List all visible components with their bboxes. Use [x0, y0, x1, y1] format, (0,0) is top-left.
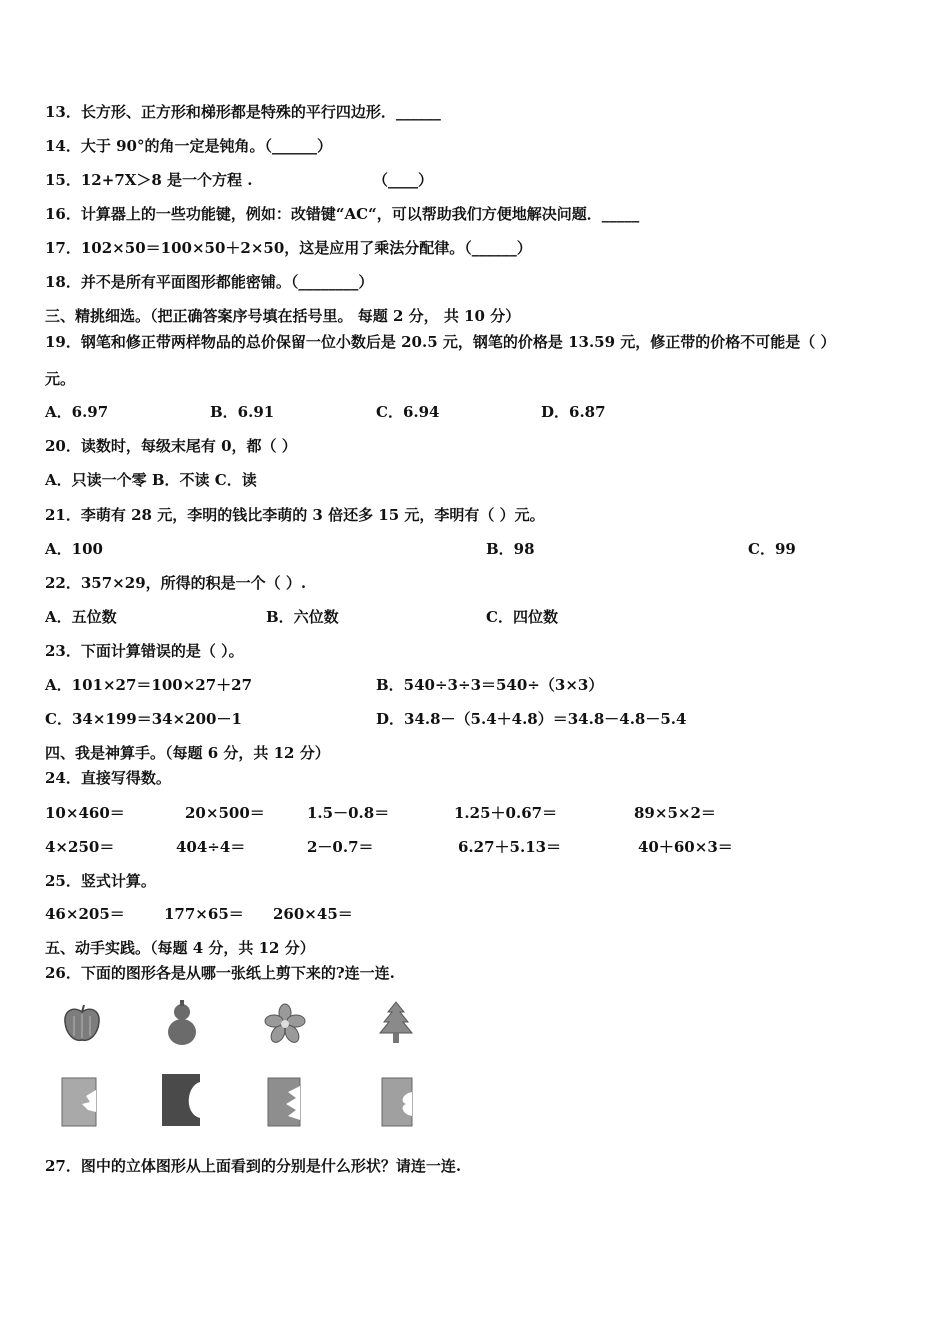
apple-icon[interactable]	[60, 1002, 104, 1046]
q24-item: 6.27＋5.13＝	[458, 838, 562, 856]
question-19: 19．钢笔和修正带两样物品的总价保留一位小数后是 20.5 元，钢笔的价格是 13.59 元，修正带的价格不可能是（ ）	[45, 333, 836, 351]
question-24: 24．直接写得数。	[45, 769, 171, 787]
q24-item: 89×5×2＝	[634, 804, 716, 822]
q24-item: 10×460＝	[45, 804, 125, 822]
q24-item: 1.5－0.8＝	[307, 804, 390, 822]
q24-item: 20×500＝	[185, 804, 265, 822]
q19-option-a[interactable]: A．6.97	[45, 403, 109, 421]
q23-option-d[interactable]: D．34.8－（5.4＋4.8）＝34.8－4.8－5.4	[376, 710, 687, 728]
question-17: 17．102×50＝100×50＋2×50，这是应用了乘法分配律。（______）	[45, 239, 532, 257]
paper-cut-curve[interactable]	[380, 1076, 414, 1128]
tree-icon[interactable]	[376, 1000, 416, 1046]
q24-item: 40＋60×3＝	[638, 838, 733, 856]
question-15: 15．12+7X＞8 是一个方程 .	[45, 171, 253, 189]
question-18: 18．并不是所有平面图形都能密铺。（________）	[45, 273, 374, 291]
section-5-heading: 五、动手实践。（每题 4 分，共 12 分）	[45, 939, 315, 957]
q22-option-b[interactable]: B．六位数	[266, 608, 339, 626]
question-16: 16．计算器上的一些功能键，例如：改错键“AC“，可以帮助我们方便地解决问题．_____	[45, 205, 640, 223]
question-15-blank[interactable]: （____）	[373, 171, 434, 189]
q25-item: 260×45＝	[273, 905, 353, 923]
question-26: 26．下面的图形各是从哪一张纸上剪下来的?连一连.	[45, 964, 395, 982]
question-27: 27．图中的立体图形从上面看到的分别是什么形状？请连一连.	[45, 1157, 462, 1175]
section-4-heading: 四、我是神算手。（每题 6 分，共 12 分）	[45, 744, 330, 762]
question-13: 13．长方形、正方形和梯形都是特殊的平行四边形．______	[45, 103, 441, 121]
q21-option-a[interactable]: A．100	[45, 540, 103, 558]
q24-item: 404÷4＝	[176, 838, 246, 856]
section-3-heading: 三、精挑细选。（把正确答案序号填在括号里。 每题 2 分， 共 10 分）	[45, 307, 521, 325]
q25-item: 177×65＝	[164, 905, 244, 923]
q25-item: 46×205＝	[45, 905, 125, 923]
q22-option-c[interactable]: C．四位数	[486, 608, 558, 626]
q20-options[interactable]: A．只读一个零 B．不读 C．读	[45, 471, 257, 489]
q24-item: 1.25＋0.67＝	[454, 804, 558, 822]
q21-option-c[interactable]: C．99	[748, 540, 796, 558]
q21-option-b[interactable]: B．98	[486, 540, 535, 558]
paper-cut-zigzag[interactable]	[266, 1076, 302, 1128]
paper-cut-star[interactable]	[60, 1076, 98, 1128]
question-14: 14．大于 90°的角一定是钝角。（______）	[45, 137, 332, 155]
paper-cut-arc[interactable]	[160, 1072, 202, 1128]
q19-option-c[interactable]: C．6.94	[376, 403, 440, 421]
q23-option-a[interactable]: A．101×27＝100×27＋27	[45, 676, 253, 694]
q23-option-b[interactable]: B．540÷3÷3＝540÷（3×3）	[376, 676, 604, 694]
q19-option-b[interactable]: B．6.91	[210, 403, 275, 421]
question-25: 25．竖式计算。	[45, 872, 156, 890]
q23-option-c[interactable]: C．34×199＝34×200－1	[45, 710, 242, 728]
flower-icon[interactable]	[263, 1002, 307, 1046]
question-23: 23．下面计算错误的是（ ）。	[45, 642, 244, 660]
gourd-icon[interactable]	[162, 998, 202, 1048]
q24-item: 4×250＝	[45, 838, 115, 856]
question-20: 20．读数时，每级末尾有 0，都（ ）	[45, 437, 297, 455]
question-22: 22．357×29，所得的积是一个（ ）.	[45, 574, 307, 592]
q24-item: 2－0.7＝	[307, 838, 374, 856]
q22-option-a[interactable]: A．五位数	[45, 608, 117, 626]
question-21: 21．李萌有 28 元，李明的钱比李萌的 3 倍还多 15 元，李明有（ ）元。	[45, 506, 545, 524]
question-19-cont: 元。	[45, 370, 76, 388]
q19-option-d[interactable]: D．6.87	[541, 403, 606, 421]
